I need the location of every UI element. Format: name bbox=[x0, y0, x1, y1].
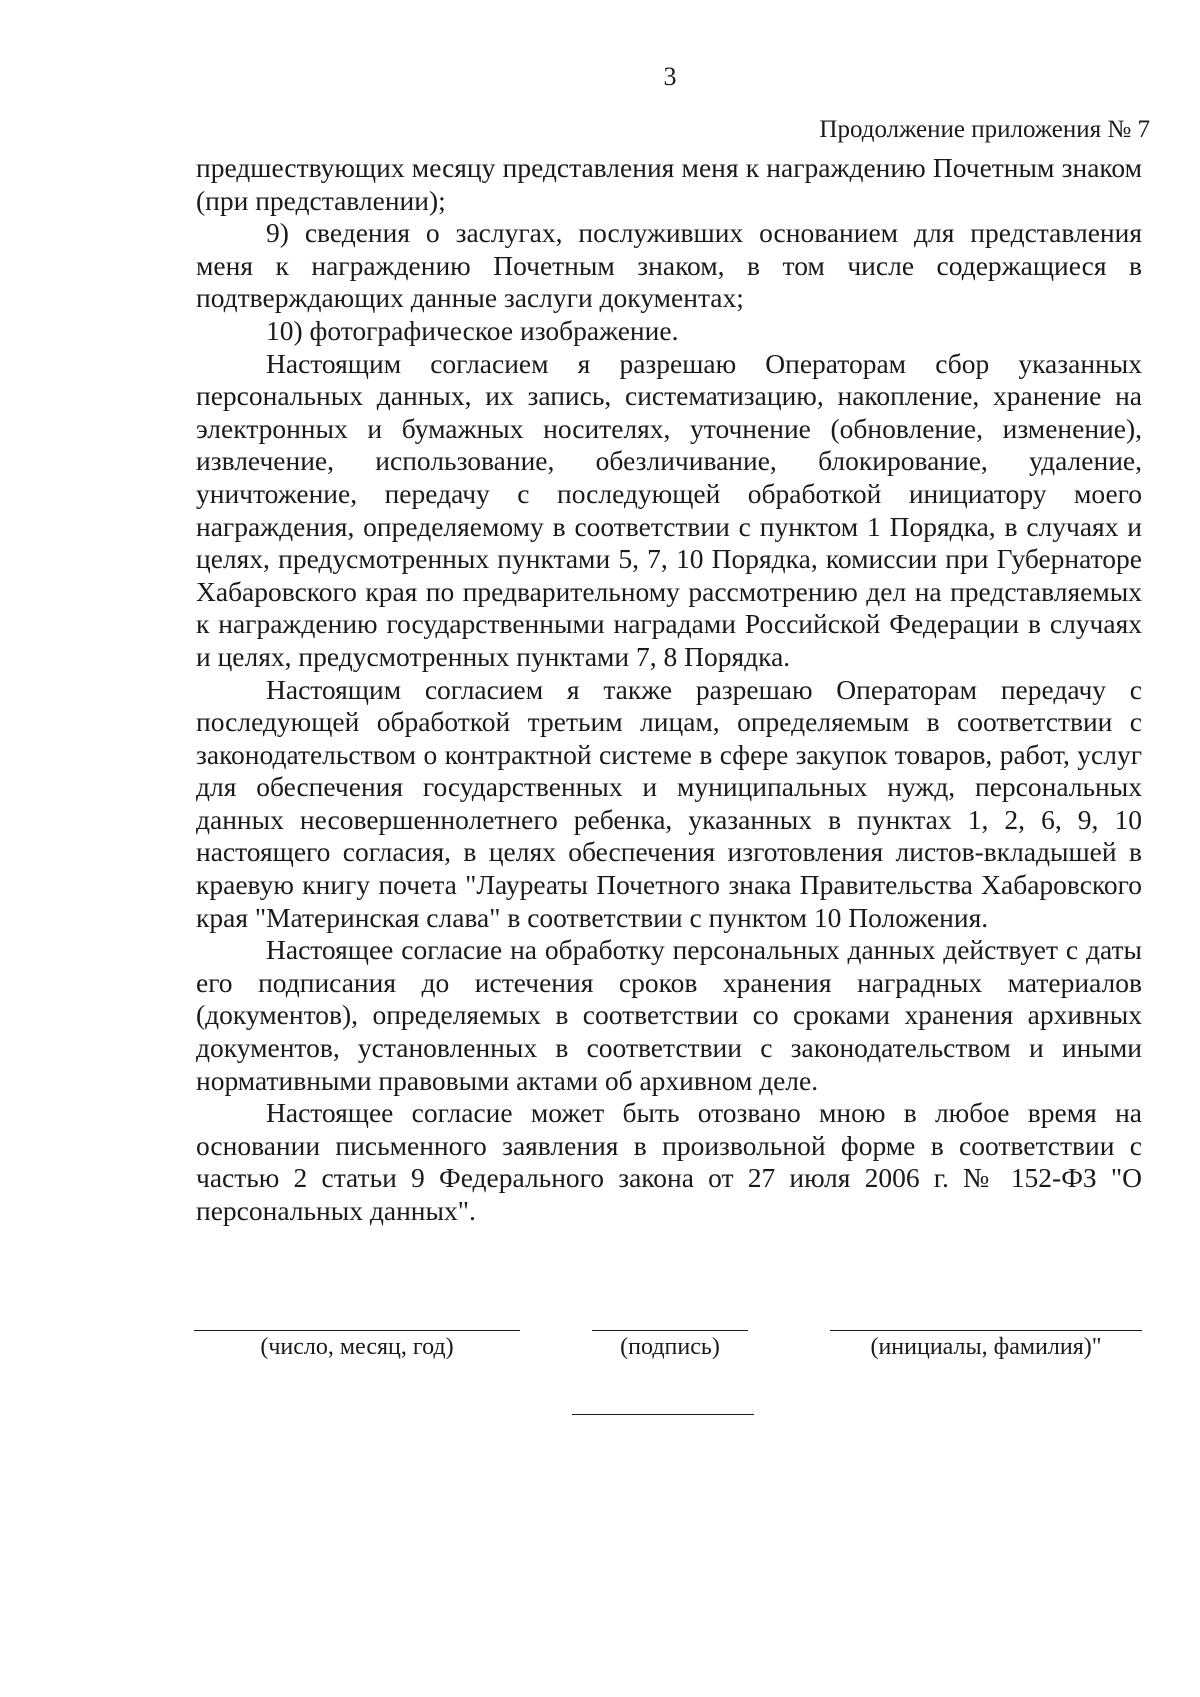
paragraph-consent-item-9: 9) сведения о заслугах, послуживших основанием для представления меня к награждению Почетным знаком, в том числе содержащиеся в подтверждающих данные заслуги документах; bbox=[196, 217, 1142, 314]
name-caption: (инициалы, фамилия)" bbox=[870, 1334, 1102, 1360]
document-body bbox=[196, 152, 1142, 1228]
signature-caption: (подпись) bbox=[620, 1334, 720, 1360]
appendix-continuation-label: Продолжение приложения № 7 bbox=[819, 116, 1150, 143]
page-number: 3 bbox=[663, 62, 677, 91]
date-signature-line bbox=[194, 1330, 520, 1331]
paragraph-consent-item-10: 10) фотографическое изображение. bbox=[266, 314, 679, 346]
name-signature-line bbox=[830, 1330, 1142, 1331]
paragraph-consent-revocation: Настоящее согласие может быть отозвано мною в любое время на основании письменного заявления в произвольной форме в соответствии с частью 2 статьи 9 Федерального закона от 27 июля 2006 г. № 152-ФЗ "О персональных данных". bbox=[196, 1097, 1142, 1226]
date-caption: (число, месяц, год) bbox=[260, 1334, 454, 1360]
signature-line bbox=[592, 1330, 748, 1331]
paragraph-consent-validity: Настоящее согласие на обработку персональных данных действует с даты его подписания до истечения сроков хранения наградных материалов (документов), определяемых в соответствии со сроками хранения архивных документов, установленных в соответствии с законодательством и иными нормативными правовыми актами об архивном деле. bbox=[196, 934, 1142, 1096]
paragraph-consent-item-8-tail: предшествующих месяцу представления меня к награждению Почетным знаком (при представлении); bbox=[196, 152, 1142, 216]
paragraph-processing-permission: Настоящим согласием я разрешаю Операторам сбор указанных персональных данных, их запись, систематизацию, накопление, хранение на электронных и бумажных носителях, уточнение (обновление, изменение), извлечение, использование, обезличивание, блокирование, удаление, уничтожение, передачу с последующей обработкой инициатору моего награждения, определяемому в соответствии с пунктом 1 Порядка, в случаях и целях, предусмотренных пунктами 5, 7, 10 Порядка, комиссии при Губернаторе Хабаровского края по предварительному рассмотрению дел на представляемых к награждению государственными наградами Российской Федерации в случаях и целях, предусмотренных пунктами 7, 8 Порядка. bbox=[196, 347, 1142, 672]
paragraph-third-party-transfer: Настоящим согласием я также разрешаю Операторам передачу с последующей обработкой третьим лицам, определяемым в соответствии с законодательством о контрактной системе в сфере закупок товаров, работ, услуг для обеспечения государственных и муниципальных нужд, персональных данных несовершеннолетнего ребенка, указанных в пунктах 1, 2, 6, 9, 10 настоящего согласия, в целях обеспечения изготовления листов-вкладышей в краевую книгу почета "Лауреаты Почетного знака Правительства Хабаровского края "Материнская слава" в соответствии с пунктом 10 Положения. bbox=[196, 673, 1142, 933]
closing-divider bbox=[572, 1414, 754, 1415]
